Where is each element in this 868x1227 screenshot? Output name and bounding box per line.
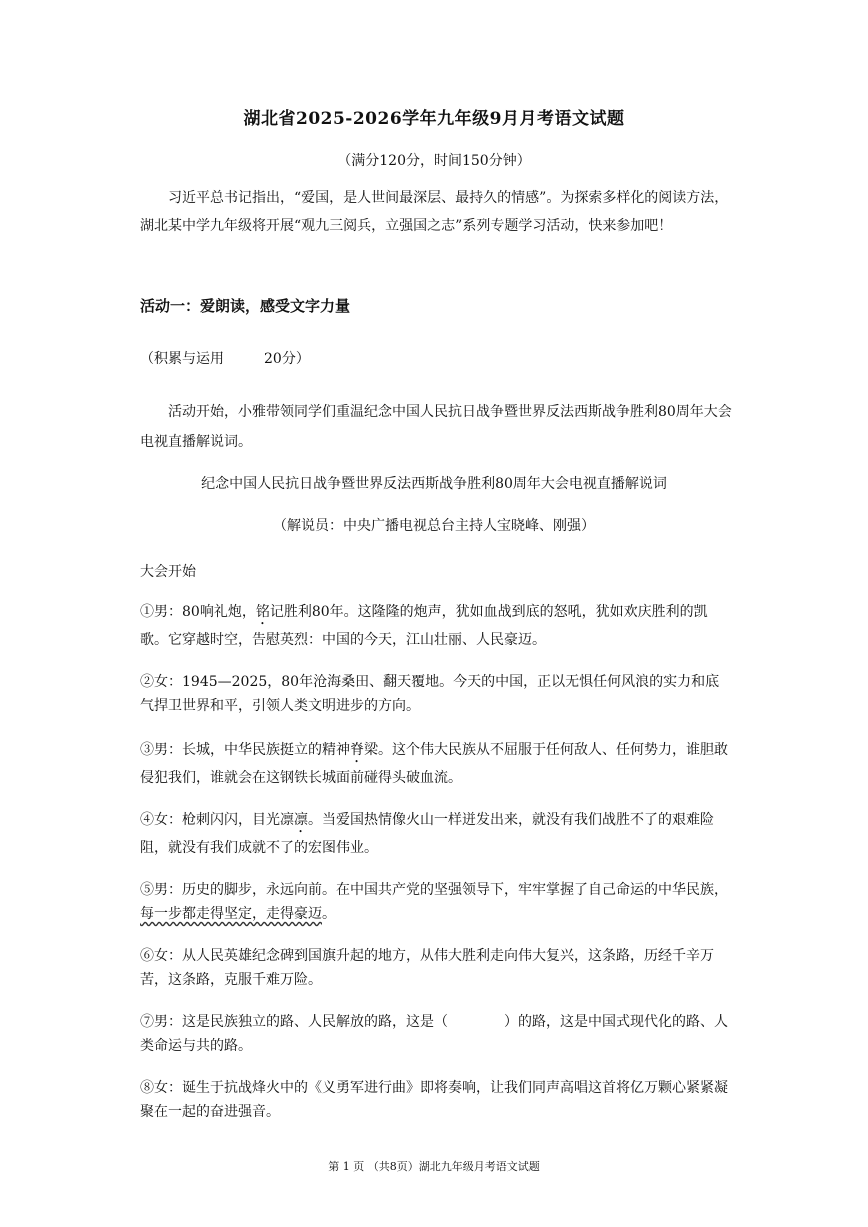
list-item: ②女：1945—2025，80年沧海桑田、翻天覆地。今天的中国，正以无惧任何风浪的实力和底气捍卫世界和平，引领人类文明进步的方向。 [140,674,720,714]
section-score: 20分） [264,351,310,367]
item-text: ①男：80响礼炮， [140,604,256,620]
section-score-line [140,345,740,373]
list-item [140,808,730,860]
narrators-line: （解说员：中央广播电视总台主持人宝晓峰、刚强） [273,518,595,534]
item-text: ）的路，这是中国式现代化的路、人类命运与共的路。 [140,1014,728,1054]
item-text: ⑦男：这是民族独立的路、人民解放的路，这是（ [140,1014,448,1030]
emphasis-char: 凛 [294,812,308,828]
emphasis-char: 铭 [255,604,270,620]
item-text: 梁。这个伟大民族从不屈服于任何敌人、任何势力，谁胆敢侵犯我们，谁就会在这钢铁长城面前碰得头破血流。 [140,742,728,786]
wavy-underlined-phrase: 每一步都走得坚定，走得豪迈 [140,906,322,922]
activity-lead: 活动开始，小雅带领同学们重温纪念中国人民抗日战争暨世界反法西斯战争胜利80周年大会电视直播解说词。 [140,404,732,450]
item-text: ④女：枪刺闪闪，目光凛 [140,812,294,828]
opening-label: 大会开始 [140,564,196,580]
list-item [140,1010,730,1058]
list-item [140,738,730,790]
list-item [140,878,730,926]
item-text: 记胜利80年。这隆隆的炮声，犹如血战到底的怒吼，犹如欢庆胜利的凯歌。它穿越时空，告慰英烈：中国的今天，江山壮丽、人民豪迈。 [140,604,708,648]
item-text: ⑤男：历史的脚步，永远向前。在中国共产党的坚强领导下，牢牢掌握了自己命运的中华民族， [140,882,728,898]
item-text: 。 [322,906,336,922]
item-text: 。当爱国热情像火山一样迸发出来，就没有我们战胜不了的艰难险阻，就没有我们成就不了的宏图伟业。 [140,812,714,856]
score-time-note: （满分120分，时间150分钟） [337,153,531,169]
commentary-title: 纪念中国人民抗日战争暨世界反法西斯战争胜利80周年大会电视直播解说词 [201,476,667,492]
intro-paragraph: 习近平总书记指出，“爱国，是人世间最深层、最持久的情感”。为探索多样化的阅读方法，湖北某中学九年级将开展“观九三阅兵，立强国之志”系列专题学习活动，快来参加吧！ [140,190,729,234]
list-item: ⑧女：诞生于抗战烽火中的《义勇军进行曲》即将奏响，让我们同声高唱这首将亿万颗心紧紧凝聚在一起的奋进强音。 [140,1080,728,1120]
emphasis-char: 脊 [350,742,364,758]
page-footer: 第 1 页 （共8页）湖北九年级月考语文试题 [328,1160,540,1173]
list-item: ⑥女：从人民英雄纪念碑到国旗升起的地方，从伟大胜利走向伟大复兴，这条路，历经千辛万苦，这条路，克服千难万险。 [140,948,714,988]
activity-heading: 活动一：爱朗读，感受文字力量 [140,297,351,315]
section-label: （积累与运用 [140,351,224,367]
page-title: 湖北省2025-2026学年九年级9月月考语文试题 [243,109,625,129]
item-text: ③男：长城，中华民族挺立的精神 [140,742,350,758]
list-item [140,600,730,652]
